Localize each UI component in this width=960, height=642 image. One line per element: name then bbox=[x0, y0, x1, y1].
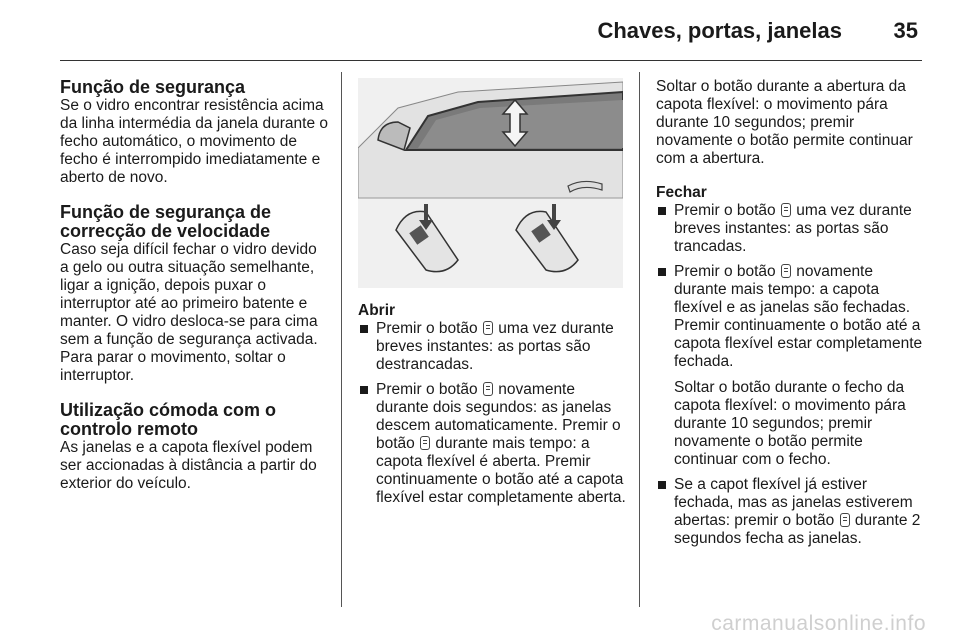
section-heading: Função de segurança de correcção de velocidade bbox=[60, 202, 272, 241]
item-text: uma vez durante breves instantes: as portas são destrancadas. bbox=[376, 320, 614, 373]
header-rule bbox=[60, 60, 922, 61]
section-body: Caso seja difícil fechar o vidro devido a gelo ou outra situação semelhante, ligar a ignição, depois puxar o interruptor até ao primeiro batente e manter. O vidro desloca-se para cima sem a função de segurança activada. Para parar o movimento, soltar o interruptor. bbox=[60, 241, 318, 384]
section-safety-override bbox=[60, 203, 328, 385]
unlock-key-icon bbox=[483, 382, 493, 396]
item-text: Premir o botão bbox=[376, 381, 478, 398]
unlock-key-icon bbox=[420, 436, 430, 450]
column-divider bbox=[341, 72, 342, 607]
column-divider bbox=[639, 72, 640, 607]
subheading-open: Abrir bbox=[358, 302, 396, 319]
list-item bbox=[358, 320, 626, 374]
list-item bbox=[656, 202, 928, 256]
item-text: Premir o botão bbox=[674, 202, 776, 219]
section-body: Se o vidro encontrar resistência acima da linha intermédia da janela durante o fecho automático, o movimento de fecho é interrompido imediatamente e aberto de novo. bbox=[60, 97, 328, 186]
figure-illustration bbox=[358, 78, 623, 288]
page-title: Chaves, portas, janelas bbox=[597, 18, 842, 43]
item-text: durante 2 segundos fecha as janelas. bbox=[674, 512, 921, 547]
key-fob-lock-icon bbox=[506, 200, 596, 278]
section-safety bbox=[60, 78, 328, 187]
column-right bbox=[656, 78, 928, 555]
item-extra-text: Soltar o botão durante o fecho da capota flexível: o movimento pára durante 10 segundos; premir novamente o botão permite continuar com o fecho. bbox=[674, 379, 906, 468]
close-list bbox=[656, 202, 928, 548]
item-text: durante mais tempo: a capota flexível é aberta. Premir continuamente o botão até a capota flexível estar completamente aberta. bbox=[376, 435, 626, 506]
section-remote-control bbox=[60, 401, 328, 493]
item-text: Premir o botão bbox=[674, 263, 776, 280]
page-header bbox=[0, 0, 960, 62]
item-text: novamente durante dois segundos: as janelas descem automaticamente. Premir o botão bbox=[376, 381, 621, 452]
list-item bbox=[358, 381, 626, 507]
list-item bbox=[656, 476, 928, 548]
column-middle bbox=[358, 302, 626, 514]
item-text: uma vez durante breves instantes: as portas são trancadas. bbox=[674, 202, 912, 255]
item-text: novamente durante mais tempo: a capota flexível e as janelas são fechadas. Premir continuamente o botão até a capota flexível estar completamente fechada. bbox=[674, 263, 923, 370]
intro-paragraph: Soltar o botão durante a abertura da capota flexível: o movimento pára durante 10 segundos; premir novamente o botão permite continuar com a abertura. bbox=[656, 78, 913, 167]
item-text: Se a capot flexível já estiver fechada, mas as janelas estiverem abertas: premir o botão bbox=[674, 476, 913, 529]
section-heading: Utilização cómoda com o controlo remoto bbox=[60, 400, 277, 439]
watermark: carmanualsonline.info bbox=[711, 612, 926, 635]
list-item bbox=[656, 263, 928, 469]
column-left bbox=[60, 78, 328, 509]
key-fob-unlock-icon bbox=[386, 200, 476, 278]
lock-key-icon bbox=[781, 264, 791, 278]
lock-key-icon bbox=[840, 513, 850, 527]
item-text: Premir o botão bbox=[376, 320, 478, 337]
unlock-key-icon bbox=[483, 321, 493, 335]
page-number: 35 bbox=[893, 18, 918, 43]
up-down-arrow-icon bbox=[500, 98, 530, 148]
subheading-close: Fechar bbox=[656, 184, 707, 201]
lock-key-icon bbox=[781, 203, 791, 217]
open-list bbox=[358, 320, 626, 507]
section-heading: Função de segurança bbox=[60, 77, 246, 97]
section-body: As janelas e a capota flexível podem ser accionadas à distância a partir do exterior do veículo. bbox=[60, 439, 317, 492]
